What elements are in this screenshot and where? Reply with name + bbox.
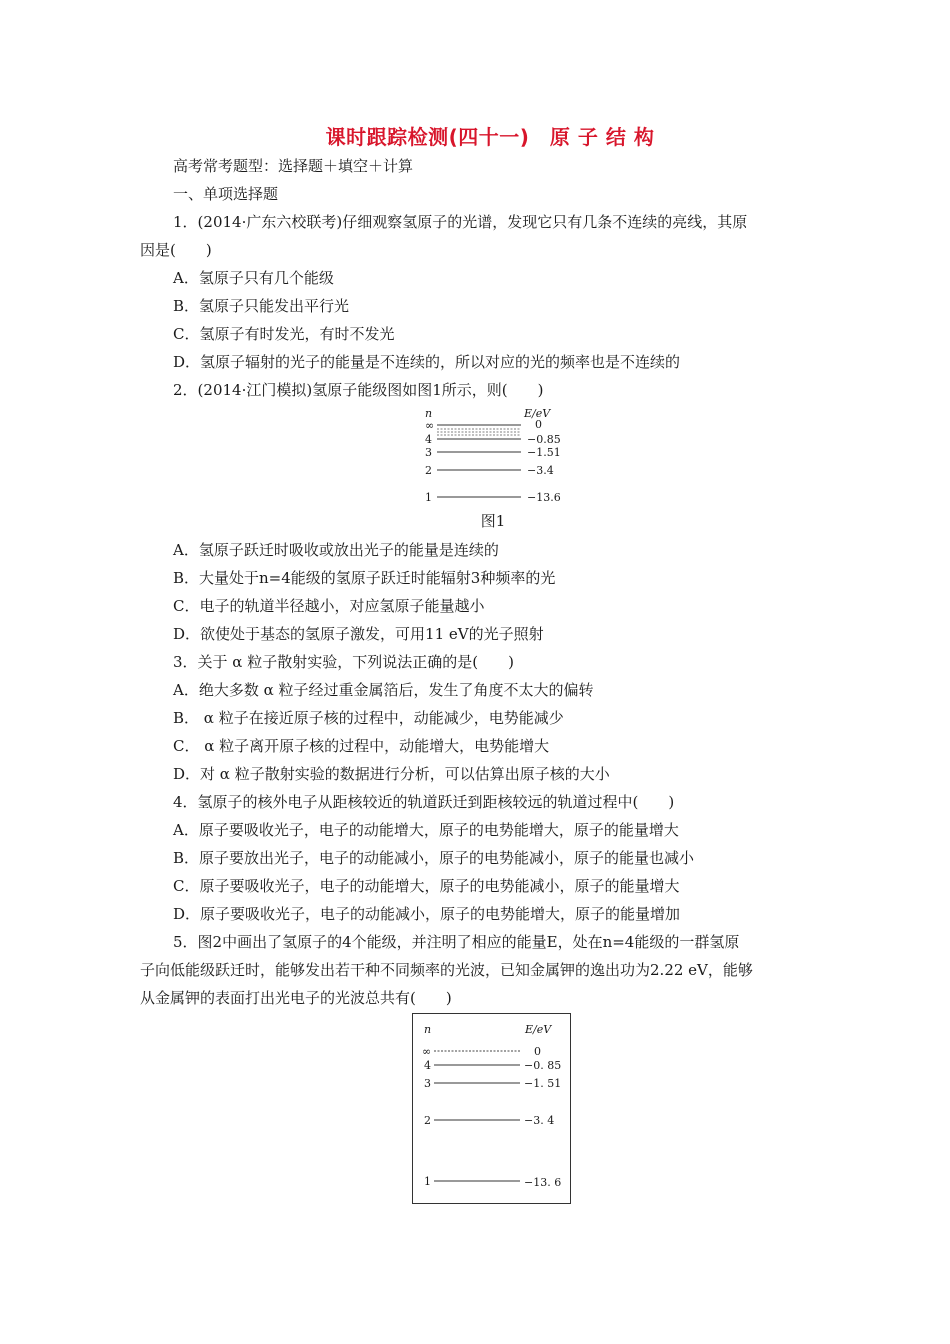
- question-1-option-a: A．氢原子只有几个能级: [173, 269, 334, 287]
- question-1-option-c: C．氢原子有时发光，有时不发光: [173, 325, 395, 343]
- question-2-option-d: D．欲使处于基态的氢原子激发，可用11 eV的光子照射: [173, 625, 544, 643]
- question-2-option-b: B．大量处于n=4能级的氢原子跃迁时能辐射3种频率的光: [173, 569, 556, 587]
- n-axis-label: n: [425, 407, 433, 420]
- question-5-line-1: 5．图2中画出了氢原子的4个能级，并注明了相应的能量E，处在n=4能级的一群氢原: [173, 933, 740, 951]
- question-3-option-c: C． α 粒子离开原子核的过程中，动能增大，电势能增大: [173, 737, 550, 755]
- question-1-option-b: B．氢原子只能发出平行光: [173, 297, 350, 315]
- question-4-option-a: A．原子要吸收光子，电子的动能增大，原子的电势能增大，原子的能量增大: [173, 821, 679, 839]
- level-3-energy: −1.51: [527, 446, 561, 459]
- question-2-option-c: C．电子的轨道半径越小，对应氢原子能量越小: [173, 597, 485, 615]
- level-3-n: 3: [425, 446, 432, 459]
- level-1-energy: −13. 6: [524, 1176, 562, 1189]
- level-inf-energy: 0: [534, 1045, 541, 1058]
- question-4-option-b: B．原子要放出光子，电子的动能减小，原子的电势能减小，原子的能量也减小: [173, 849, 695, 867]
- figure-2-frame: [413, 1014, 571, 1204]
- level-3-energy: −1. 51: [524, 1077, 562, 1090]
- level-1-n: 1: [424, 1175, 431, 1188]
- question-1-line-2: 因是( ): [140, 241, 212, 259]
- level-2-n: 2: [425, 464, 432, 477]
- level-4-energy: −0. 85: [524, 1059, 562, 1072]
- energy-axis-label: E/eV: [524, 407, 551, 420]
- exam-type-line: 高考常考题型：选择题＋填空＋计算: [173, 157, 414, 175]
- level-4-energy: −0.85: [527, 433, 561, 446]
- level-3-n: 3: [424, 1077, 431, 1090]
- level-2-n: 2: [424, 1114, 431, 1127]
- level-1-n: 1: [425, 491, 432, 504]
- figure-1-caption-text: 图1: [480, 512, 506, 530]
- question-3-option-b: B． α 粒子在接近原子核的过程中，动能减少，电势能减少: [173, 709, 564, 727]
- level-inf-n: ∞: [425, 419, 435, 432]
- level-2-energy: −3.4: [527, 464, 554, 477]
- n-axis-label: n: [424, 1023, 432, 1036]
- figure-1-caption: [0, 510, 950, 531]
- question-5-line-3: 从金属钾的表面打出光电子的光波总共有( ): [140, 989, 452, 1007]
- question-5-line-2: 子向低能级跃迁时，能够发出若干种不同频率的光波，已知金属钾的逸出功为2.22 eV，能够: [140, 961, 753, 979]
- level-1-energy: −13.6: [527, 491, 561, 504]
- level-inf-n: ∞: [422, 1045, 432, 1058]
- energy-level-diagram-1: [415, 405, 575, 505]
- question-2-option-a: A．氢原子跃迁时吸收或放出光子的能量是连续的: [173, 541, 499, 559]
- section-heading: 一、单项选择题: [173, 185, 279, 203]
- question-3-option-d: D．对 α 粒子散射实验的数据进行分析，可以估算出原子核的大小: [173, 765, 610, 783]
- question-4-line-1: 4．氢原子的核外电子从距核较近的轨道跃迁到距核较远的轨道过程中( ): [173, 793, 675, 811]
- question-3-option-a: A．绝大多数 α 粒子经过重金属箔后，发生了角度不太大的偏转: [173, 681, 594, 699]
- energy-level-diagram-2: [412, 1013, 572, 1205]
- level-inf-energy: 0: [535, 418, 542, 431]
- energy-axis-label: E/eV: [525, 1023, 552, 1036]
- question-2-line-1: 2．(2014·江门模拟)氢原子能级图如图1所示，则( ): [173, 381, 544, 399]
- question-1-option-d: D．氢原子辐射的光子的能量是不连续的，所以对应的光的频率也是不连续的: [173, 353, 681, 371]
- question-4-option-d: D．原子要吸收光子，电子的动能减小，原子的电势能增大，原子的能量增加: [173, 905, 681, 923]
- level-2-energy: −3. 4: [524, 1114, 555, 1127]
- page-title: 课时跟踪检测(四十一) 原 子 结 构: [325, 125, 655, 149]
- question-4-option-c: C．原子要吸收光子，电子的动能增大，原子的电势能减小，原子的能量增大: [173, 877, 680, 895]
- level-4-n: 4: [424, 1059, 431, 1072]
- question-1-line-1: 1．(2014·广东六校联考)仔细观察氢原子的光谱，发现它只有几条不连续的亮线，其原: [173, 213, 748, 231]
- level-4-n: 4: [425, 433, 432, 446]
- question-3-line-1: 3．关于 α 粒子散射实验，下列说法正确的是( ): [173, 653, 514, 671]
